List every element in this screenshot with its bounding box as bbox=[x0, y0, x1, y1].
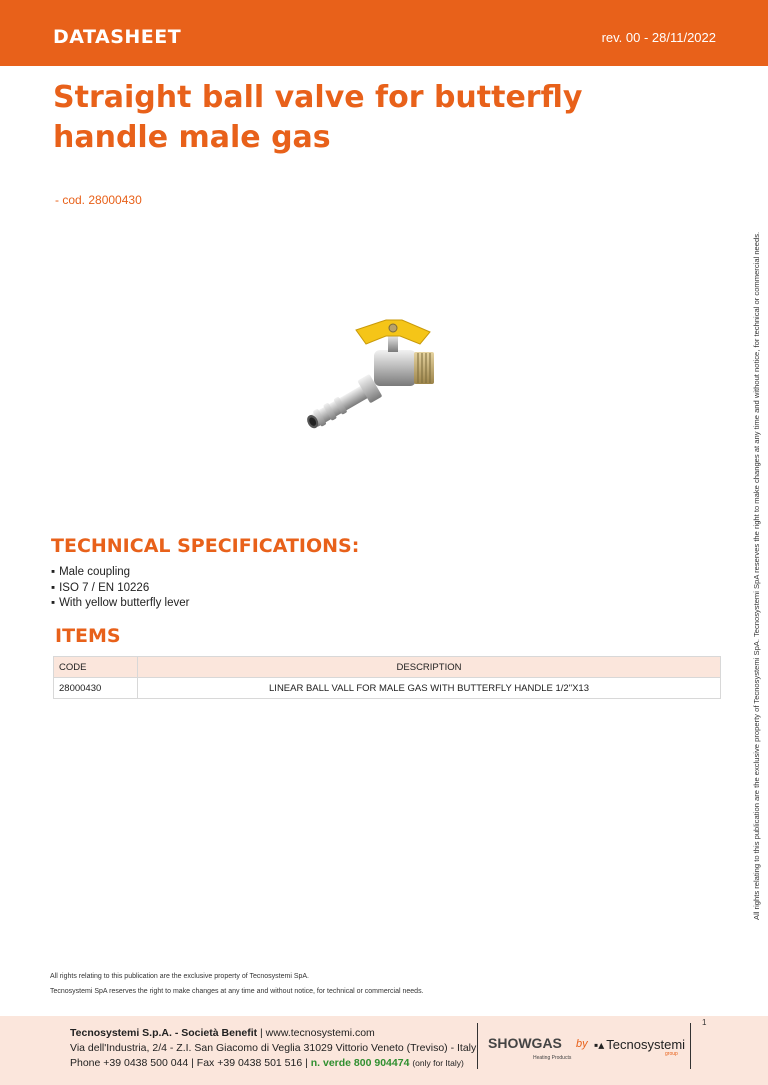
product-code: - cod. 28000430 bbox=[55, 193, 142, 207]
spec-item: ▪ Male coupling bbox=[51, 565, 189, 581]
column-header-description: DESCRIPTION bbox=[138, 657, 721, 678]
company-info bbox=[70, 1026, 476, 1071]
page-title: Straight ball valve for butterfly handle male gas bbox=[53, 80, 583, 155]
company-name: Tecnosystemi S.p.A. - Società Benefit bbox=[70, 1027, 258, 1039]
items-heading: ITEMS bbox=[55, 625, 121, 647]
website-link[interactable]: | www.tecnosystemi.com bbox=[260, 1027, 375, 1039]
column-header-code: CODE bbox=[54, 657, 138, 678]
legal-line-1: All rights relating to this publication are the exclusive property of Tecnosystemi SpA. bbox=[50, 973, 309, 980]
vertical-rights-notice: All rights relating to this publication are the exclusive property of Tecnosystemi SpA. Tecnosystemi SpA reserves the right to make changes at any time and without notice, for technical or commercial needs. bbox=[752, 231, 761, 920]
logo-by-text: by bbox=[576, 1038, 588, 1050]
items-table bbox=[53, 656, 721, 699]
showgas-logo-subtitle: Heating Products bbox=[533, 1055, 572, 1061]
toll-free-note: (only for Italy) bbox=[412, 1058, 464, 1068]
tecnosystemi-mark-icon: ▪▴ bbox=[594, 1038, 605, 1052]
phone-fax: Phone +39 0438 500 044 | Fax +39 0438 501 516 | bbox=[70, 1057, 308, 1069]
table-row bbox=[54, 678, 721, 699]
item-description-cell: LINEAR BALL VALL FOR MALE GAS WITH BUTTERFLY HANDLE 1/2"X13 bbox=[138, 678, 721, 699]
valve-image bbox=[296, 312, 466, 442]
footer-divider bbox=[477, 1023, 478, 1069]
tecnosystemi-logo-text: Tecnosystemi bbox=[606, 1037, 686, 1052]
company-address: Via dell'Industria, 2/4 - Z.I. San Giacomo di Veglia 31029 Vittorio Veneto (Treviso) - Italy bbox=[70, 1042, 477, 1054]
legal-line-2: Tecnosystemi SpA reserves the right to make changes at any time and without notice, for technical or commercial needs. bbox=[50, 988, 424, 995]
spec-item: ▪ ISO 7 / EN 10226 bbox=[51, 581, 189, 597]
tecnosystemi-group-text: group bbox=[665, 1051, 678, 1057]
showgas-logo: SHOWGAS bbox=[488, 1035, 562, 1051]
datasheet-label: DATASHEET bbox=[53, 26, 182, 48]
footer-divider bbox=[690, 1023, 691, 1069]
spec-list bbox=[51, 565, 189, 612]
header-bar bbox=[0, 0, 768, 66]
spec-item: ▪ With yellow butterfly lever bbox=[51, 596, 189, 612]
tecnosystemi-logo bbox=[594, 1037, 685, 1052]
item-code-cell: 28000430 bbox=[54, 678, 138, 699]
toll-free-number: n. verde 800 904474 bbox=[310, 1057, 410, 1069]
technical-specifications-heading: TECHNICAL SPECIFICATIONS: bbox=[51, 535, 360, 557]
table-header-row bbox=[54, 657, 721, 678]
revision-date: rev. 00 - 28/11/2022 bbox=[601, 30, 716, 45]
page-number: 1 bbox=[702, 1018, 707, 1027]
